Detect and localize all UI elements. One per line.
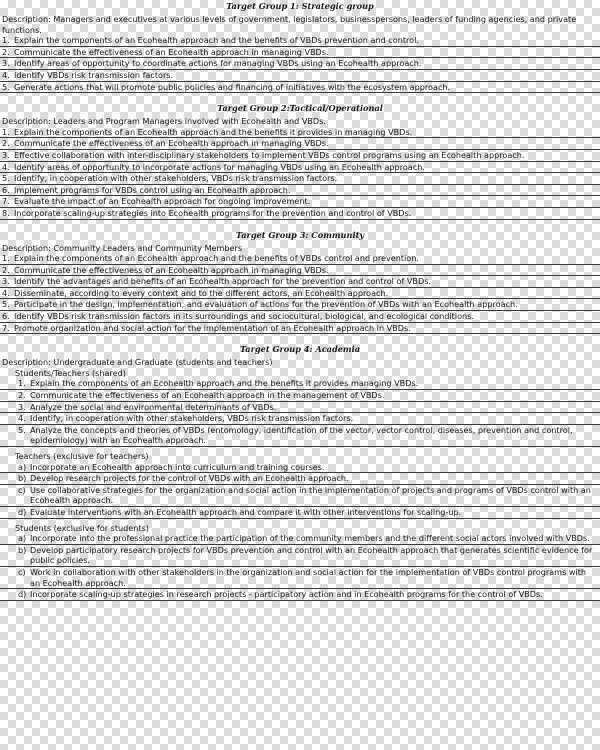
item-text: Communicate the effectiveness of an Ecohealth approach in managing VBDs.: [14, 46, 329, 57]
item-number: c): [18, 566, 26, 577]
objective-list-shared: [0, 378, 600, 447]
item-number: a): [18, 533, 27, 544]
item-text: Disseminate, according to every context and to the different actors, an Ecohealth approach.: [14, 287, 389, 298]
target-group-3: [0, 229, 600, 335]
item-number: 1.: [2, 126, 10, 137]
item-number: 4.: [2, 69, 10, 80]
item-number: 1.: [18, 378, 26, 389]
item-text: Effective collaboration with inter-disciplinary stakeholders to implement VBDs control programs using an Ecohealth approach.: [14, 149, 525, 160]
item-number: 3.: [18, 401, 26, 412]
item-text: Communicate the effectiveness of an Ecohealth approach in managing VBDs.: [14, 138, 329, 149]
list-item: [0, 462, 600, 474]
list-item: [0, 378, 600, 390]
list-item: [0, 567, 600, 589]
target-group-2: [0, 102, 600, 219]
item-number: 6.: [2, 311, 10, 322]
item-text: Incorporate into the professional practice the participation of the community members and the different social actors involved with VBDs.: [30, 533, 590, 544]
item-text: Incorporate scaling-up strategies in research projects - participatory action and in Ecohealth programs for the control of VBDs.: [30, 589, 543, 600]
list-item: [0, 589, 600, 601]
list-item: [0, 185, 600, 197]
item-text: Promote organization and social action for the implementation of an Ecohealth approach in VBDs.: [14, 322, 411, 333]
item-text: Incorporate scaling-up strategies into Ecohealth programs for the prevention and control of VBDs.: [14, 207, 412, 218]
item-number: 7.: [2, 196, 10, 207]
list-item: [0, 162, 600, 174]
list-item: [0, 173, 600, 185]
item-number: 2.: [2, 46, 10, 57]
item-text: Explain the components of an Ecohealth approach and the benefits it provides managing VBDs.: [30, 378, 419, 389]
objective-list-students: [0, 533, 600, 601]
list-item: [0, 70, 600, 82]
list-item: [0, 35, 600, 47]
item-number: 4.: [2, 161, 10, 172]
item-number: 5.: [2, 173, 10, 184]
item-number: a): [18, 461, 27, 472]
item-text: Identify areas of opportunity to incorporate actions for managing VBDs using an Ecohealth approach.: [14, 161, 425, 172]
list-item: [0, 299, 600, 311]
list-item: [0, 413, 600, 425]
item-number: 3.: [2, 149, 10, 160]
item-text: Analyze the concepts and theories of VBDs (entomology, identification of the vector, vector control, diseases, prevention and control, epidemiology) with an Ecohealth approach.: [30, 424, 573, 446]
list-item: [0, 507, 600, 519]
item-number: 1.: [2, 35, 10, 46]
list-item: [0, 288, 600, 300]
list-item: [0, 150, 600, 162]
item-number: d): [18, 506, 27, 517]
list-item: [0, 276, 600, 288]
item-text: Identify areas of opportunity to coordinate actions for managing VBDs using an Ecohealth approach.: [14, 58, 422, 69]
item-text: Identify VBDs risk transmission factors in its surroundings and sociocultural, biological, and ecological conditions.: [14, 311, 474, 322]
group-title: Target Group 2:Tactical/Operational: [217, 103, 383, 114]
item-text: Implement programs for VBDs control using an Ecohealth approach.: [14, 184, 291, 195]
item-text: Identify the advantages and benefits of an Ecohealth approach for the prevention and control of VBDs.: [14, 276, 431, 287]
list-item: [0, 196, 600, 208]
item-number: 6.: [2, 184, 10, 195]
objective-list-teachers: [0, 462, 600, 519]
list-item: [0, 323, 600, 335]
subgroup-heading-students: Students (exclusive for students): [15, 522, 149, 533]
list-item: [0, 545, 600, 567]
objective-list: [0, 35, 600, 93]
item-text: Communicate the effectiveness of an Ecohealth approach in managing VBDs.: [14, 264, 329, 275]
list-item: [0, 311, 600, 323]
item-text: Explain the components of an Ecohealth approach and the benefits of VBDs control and prevention.: [14, 253, 419, 264]
group-description: Description: Undergraduate and Graduate (students and teachers): [2, 357, 273, 368]
list-item: [0, 47, 600, 59]
item-number: 7.: [2, 322, 10, 333]
item-number: 3.: [2, 58, 10, 69]
item-number: 5.: [2, 81, 10, 92]
list-item: [0, 533, 600, 545]
list-item: [0, 58, 600, 70]
list-item: [0, 265, 600, 277]
item-number: c): [18, 484, 26, 495]
group-description: Description: Community Leaders and Community Members: [2, 242, 243, 253]
item-text: Communicate the effectiveness of an Ecohealth approach in the management of VBDs.: [30, 390, 385, 401]
group-title: Target Group 1: Strategic group: [226, 1, 374, 11]
item-text: Evaluate the impact of an Ecohealth approach for ongoing improvement.: [14, 196, 311, 207]
item-text: Explain the components of an Ecohealth approach and the benefits it provides in managing VBDs.: [14, 126, 413, 137]
item-text: Use collaborative strategies for the organization and social action in the implementation of projects and programs of VBDs control with an Ecohealth approach.: [30, 484, 591, 506]
list-item: [0, 138, 600, 150]
item-number: 5.: [2, 299, 10, 310]
group-title: Target Group 3: Community: [235, 229, 365, 240]
item-number: 4.: [2, 287, 10, 298]
item-number: 8.: [2, 207, 10, 218]
item-text: Participate in the design, implementation, and evaluation of actions for the prevention of VBDs with an Ecohealth approach.: [14, 299, 518, 310]
item-text: Generate actions that will promote public policies and financing of initiatives with the ecosystem approach.: [14, 81, 451, 92]
item-number: b): [18, 473, 27, 484]
item-number: 1.: [2, 253, 10, 264]
target-group-1: [0, 0, 600, 93]
subgroup-heading-shared: Students/Teachers (shared): [15, 367, 126, 378]
item-number: d): [18, 589, 27, 600]
list-item: [0, 82, 600, 94]
list-item: [0, 127, 600, 139]
item-number: 2.: [2, 264, 10, 275]
list-item: [0, 208, 600, 220]
target-group-4: [0, 343, 600, 600]
item-text: Work in collaboration with other stakeholders in the organization and social action for the implementation of VBDs control programs with an Ecohealth approach.: [30, 566, 587, 588]
item-text: Explain the components of an Ecohealth approach and the benefits of VBDs prevention and control.: [14, 35, 419, 46]
list-item: [0, 402, 600, 414]
item-text: Identify, in cooperation with other stakeholders, VBDs risk transmission factors.: [14, 173, 338, 184]
item-number: 4.: [18, 413, 26, 424]
item-number: 2.: [18, 390, 26, 401]
item-text: Incorporate an Ecohealth approach into curriculum and training courses.: [30, 461, 325, 472]
list-item: [0, 425, 600, 447]
group-description: Description: Managers and executives at various levels of government, legislators, businesspersons, leaders of funding agencies, and private functions.: [2, 14, 577, 35]
item-text: Identify VBDs risk transmission factors.: [14, 69, 174, 80]
item-number: 3.: [2, 276, 10, 287]
item-text: Develop research projects for the control of VBDs with an Ecohealth approach.: [30, 473, 349, 484]
objective-list: [0, 127, 600, 220]
list-item: [0, 473, 600, 485]
item-number: 5.: [18, 424, 26, 435]
list-item: [0, 485, 600, 507]
item-text: Identify, in cooperation with other stakeholders, VBDs risk transmission factors.: [30, 413, 354, 424]
list-item: [0, 253, 600, 265]
item-text: Evaluate interventions with an Ecohealth approach and compare it with other interventions for scaling-up.: [30, 506, 462, 517]
group-description: Description: Leaders and Program Managers involved with Ecohealth and VBDs.: [2, 116, 326, 127]
item-number: b): [18, 544, 27, 555]
item-text: Analyze the social and environmental determinants of VBDs.: [30, 401, 277, 412]
list-item: [0, 390, 600, 402]
group-title: Target Group 4: Academia: [239, 344, 360, 355]
item-number: 2.: [2, 138, 10, 149]
item-text: Develop participatory research projects for VBDs prevention and control with an Ecohealth approach that generates scientific evidence for public policies.: [30, 544, 593, 566]
objective-list: [0, 253, 600, 334]
subgroup-heading-teachers: Teachers (exclusive for teachers): [15, 451, 149, 461]
